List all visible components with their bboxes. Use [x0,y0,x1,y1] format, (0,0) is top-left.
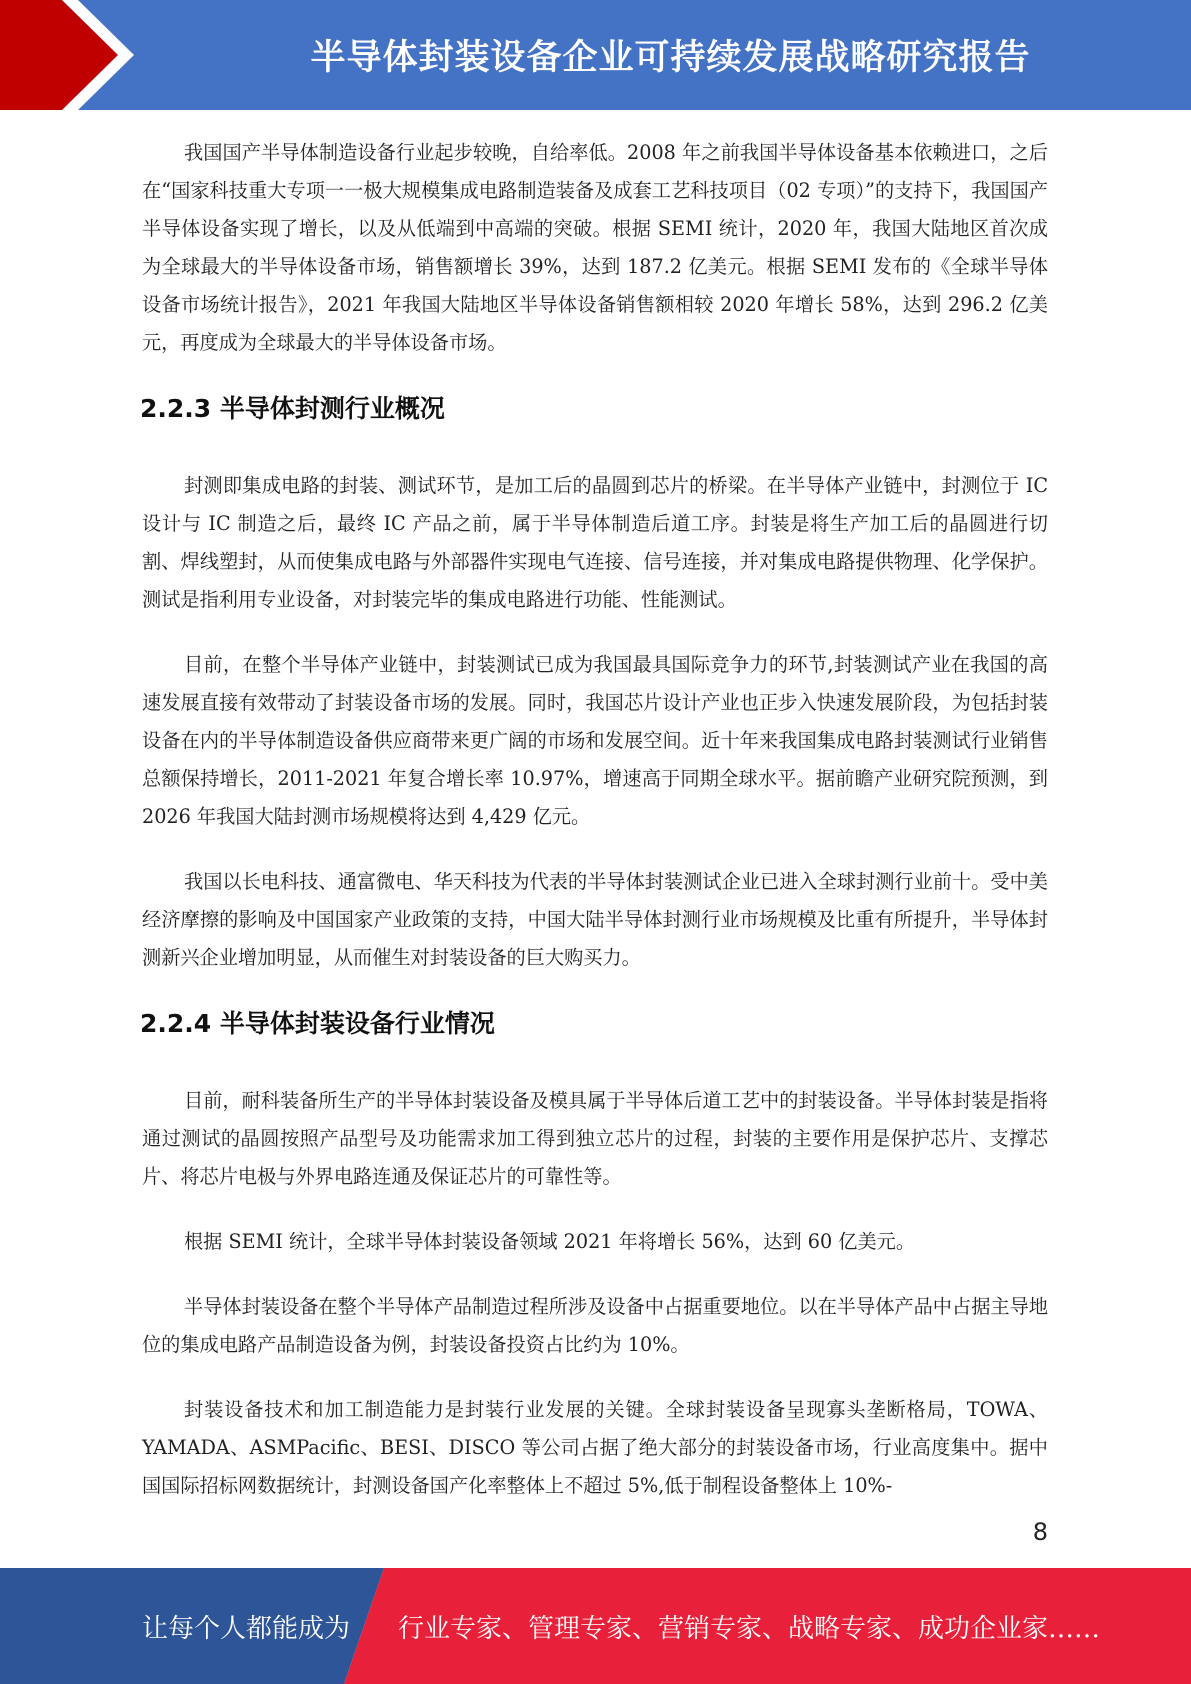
paragraph: 目前，在整个半导体产业链中，封装测试已成为我国最具国际竞争力的环节,封装测试产业在我国的高速发展直接有效带动了封装设备市场的发展。同时，我国芯片设计产业也正步入快速发展阶段，为包括封装设备在内的半导体制造设备供应商带来更广阔的市场和发展空间。近十年来我国集成电路封装测试行业销售总额保持增长，2011-2021 年复合增长率 10.97%，增速高于同期全球水平。据前瞻产业研究院预测，到 2026 年我国大陆封测市场规模将达到 4,429 亿元。 [142,653,1048,828]
page-header [0,0,1191,110]
paragraph: 封装设备技术和加工制造能力是封装行业发展的关键。全球封装设备呈现寡头垄断格局，TOWA、YAMADA、ASMPacific、BESI、DISCO 等公司占据了绝大部分的封装设备市场，行业高度集中。据中国国际招标网数据统计，封测设备国产化率整体上不超过 5%,低于制程设备整体上 10%- [142,1398,1048,1497]
paragraph: 半导体封装设备在整个半导体产品制造过程所涉及设备中占据重要地位。以在半导体产品中占据主导地位的集成电路产品制造设备为例，封装设备投资占比约为 10%。 [142,1295,1048,1356]
page-number: 8 [1032,1518,1048,1546]
footer-slogan-left: 让每个人都能成为 [142,1613,351,1644]
section-heading: 2.2.3 半导体封测行业概况 [140,394,445,423]
paragraph: 封测即集成电路的封装、测试环节，是加工后的晶圆到芯片的桥梁。在半导体产业链中，封测位于 IC 设计与 IC 制造之后，最终 IC 产品之前，属于半导体制造后道工序。封装是将生产加工后的晶圆进行切割、焊线塑封，从而使集成电路与外部器件实现电气连接、信号连接，并对集成电路提供物理、化学保护。测试是指利用专业设备，对封装完毕的集成电路进行功能、性能测试。 [142,474,1048,611]
page-footer [0,1568,1191,1684]
paragraph: 我国以长电科技、通富微电、华天科技为代表的半导体封装测试企业已进入全球封测行业前十。受中美经济摩擦的影响及中国国家产业政策的支持，中国大陆半导体封测行业市场规模及比重有所提升，半导体封测新兴企业增加明显，从而催生对封装设备的巨大购买力。 [142,870,1048,969]
header-chevron-icon [0,0,160,110]
document-body [142,134,1048,1532]
header-title: 半导体封装设备企业可持续发展战略研究报告 [310,38,1031,78]
paragraph: 目前，耐科装备所生产的半导体封装设备及模具属于半导体后道工艺中的封装设备。半导体封装是指将通过测试的晶圆按照产品型号及功能需求加工得到独立芯片的过程，封装的主要作用是保护芯片、支撑芯片、将芯片电极与外界电路连通及保证芯片的可靠性等。 [142,1089,1048,1188]
section-heading: 2.2.4 半导体封装设备行业情况 [140,1009,495,1038]
footer-slogan-right: 行业专家、管理专家、营销专家、战略专家、成功企业家…… [398,1613,1101,1644]
paragraph: 我国国产半导体制造设备行业起步较晚，自给率低。2008 年之前我国半导体设备基本依赖进口，之后在“国家科技重大专项一一极大规模集成电路制造装备及成套工艺科技项目（02 专项）”的支持下，我国国产半导体设备实现了增长，以及从低端到中高端的突破。根据 SEMI 统计，2020 年，我国大陆地区首次成为全球最大的半导体设备市场，销售额增长 39%，达到 187.2 亿美元。根据 SEMI 发布的《全球半导体设备市场统计报告》，2021 年我国大陆地区半导体设备销售额相较 2020 年增长 58%，达到 296.2 亿美元，再度成为全球最大的半导体设备市场。 [142,141,1048,354]
paragraph: 根据 SEMI 统计，全球半导体封装设备领域 2021 年将增长 56%，达到 60 亿美元。 [184,1230,916,1253]
